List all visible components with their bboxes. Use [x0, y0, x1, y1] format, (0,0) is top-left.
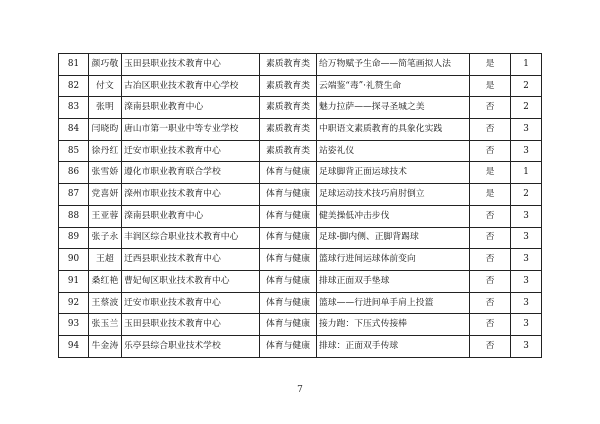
- lesson-title: 篮球行进间运球体前变向: [317, 249, 470, 271]
- school-name: 迁安市职业技术教育中心: [122, 140, 260, 162]
- table-row: [59, 335, 542, 357]
- category-cell: 体育与健康: [260, 205, 317, 227]
- grade-cell: 3: [511, 119, 542, 141]
- category-cell: 素质教育类: [260, 119, 317, 141]
- lesson-title: 接力跑：下压式传接棒: [317, 314, 470, 336]
- row-number: 89: [59, 227, 89, 249]
- school-name: 乐亭县综合职业技术学校: [122, 335, 260, 357]
- lesson-title: 足球脚背正面运球技术: [317, 162, 470, 184]
- flag-cell: 否: [470, 205, 511, 227]
- teacher-name: 张明: [89, 97, 122, 119]
- school-name: 玉田县职业技术教育中心: [122, 54, 260, 76]
- school-name: 丰润区综合职业技术教育中心: [122, 227, 260, 249]
- lesson-title: 排球正面双手垫球: [317, 270, 470, 292]
- grade-cell: 3: [511, 292, 542, 314]
- flag-cell: 是: [470, 75, 511, 97]
- category-cell: 素质教育类: [260, 54, 317, 76]
- grade-cell: 3: [511, 227, 542, 249]
- flag-cell: 否: [470, 314, 511, 336]
- table-row: [59, 270, 542, 292]
- row-number: 86: [59, 162, 89, 184]
- table-row: [59, 184, 542, 206]
- flag-cell: 否: [470, 119, 511, 141]
- category-cell: 体育与健康: [260, 184, 317, 206]
- table-row: [59, 119, 542, 141]
- table-row: [59, 162, 542, 184]
- row-number: 82: [59, 75, 89, 97]
- lesson-title: 云端鉴“毒”·礼赞生命: [317, 75, 470, 97]
- flag-cell: 否: [470, 97, 511, 119]
- table-row: [59, 205, 542, 227]
- lesson-title: 足球运动技术技巧肩肘倒立: [317, 184, 470, 206]
- lesson-title: 健美操低冲击步伐: [317, 205, 470, 227]
- category-cell: 体育与健康: [260, 162, 317, 184]
- teacher-name: 王亚蓉: [89, 205, 122, 227]
- lesson-title: 篮球——行进间单手肩上投篮: [317, 292, 470, 314]
- row-number: 85: [59, 140, 89, 162]
- row-number: 90: [59, 249, 89, 271]
- teacher-name: 张玉兰: [89, 314, 122, 336]
- school-name: 玉田县职业技术教育中心: [122, 314, 260, 336]
- grade-cell: 3: [511, 205, 542, 227]
- row-number: 91: [59, 270, 89, 292]
- grade-cell: 2: [511, 75, 542, 97]
- lesson-title: 给万物赋予生命——简笔画拟人法: [317, 54, 470, 76]
- lesson-title: 中职语文素质教育的具象化实践: [317, 119, 470, 141]
- school-name: 迁西县职业技术教育中心: [122, 249, 260, 271]
- category-cell: 体育与健康: [260, 314, 317, 336]
- teacher-name: 徐丹红: [89, 140, 122, 162]
- school-name: 滦州市职业技术教育中心: [122, 184, 260, 206]
- table-body: [59, 54, 542, 358]
- flag-cell: 是: [470, 184, 511, 206]
- teacher-name: 闫晓昀: [89, 119, 122, 141]
- table-row: [59, 292, 542, 314]
- grade-cell: 3: [511, 314, 542, 336]
- awards-table: [58, 53, 542, 358]
- grade-cell: 1: [511, 162, 542, 184]
- grade-cell: 3: [511, 270, 542, 292]
- flag-cell: 是: [470, 162, 511, 184]
- row-number: 84: [59, 119, 89, 141]
- category-cell: 素质教育类: [260, 140, 317, 162]
- row-number: 93: [59, 314, 89, 336]
- teacher-name: 桑红艳: [89, 270, 122, 292]
- flag-cell: 否: [470, 227, 511, 249]
- flag-cell: 否: [470, 249, 511, 271]
- teacher-name: 牛金涛: [89, 335, 122, 357]
- table-row: [59, 314, 542, 336]
- category-cell: 体育与健康: [260, 227, 317, 249]
- table-row: [59, 249, 542, 271]
- school-name: 遵化市职业教育联合学校: [122, 162, 260, 184]
- school-name: 古冶区职业技术教育中心学校: [122, 75, 260, 97]
- flag-cell: 否: [470, 335, 511, 357]
- lesson-title: 足球-脚内侧、正脚背踢球: [317, 227, 470, 249]
- category-cell: 素质教育类: [260, 75, 317, 97]
- school-name: 唐山市第一职业中等专业学校: [122, 119, 260, 141]
- grade-cell: 3: [511, 335, 542, 357]
- grade-cell: 1: [511, 54, 542, 76]
- table-row: [59, 227, 542, 249]
- row-number: 83: [59, 97, 89, 119]
- row-number: 87: [59, 184, 89, 206]
- table-row: [59, 75, 542, 97]
- category-cell: 体育与健康: [260, 292, 317, 314]
- flag-cell: 否: [470, 140, 511, 162]
- grade-cell: 3: [511, 140, 542, 162]
- school-name: 滦南县职业教育中心: [122, 97, 260, 119]
- lesson-title: 排球：正面双手传球: [317, 335, 470, 357]
- flag-cell: 否: [470, 292, 511, 314]
- row-number: 94: [59, 335, 89, 357]
- school-name: 滦南县职业教育中心: [122, 205, 260, 227]
- school-name: 迁安市职业技术教育中心: [122, 292, 260, 314]
- teacher-name: 付文: [89, 75, 122, 97]
- teacher-name: 王超: [89, 249, 122, 271]
- category-cell: 体育与健康: [260, 335, 317, 357]
- table-row: [59, 140, 542, 162]
- category-cell: 素质教育类: [260, 97, 317, 119]
- teacher-name: 张雪娇: [89, 162, 122, 184]
- row-number: 88: [59, 205, 89, 227]
- teacher-name: 颜巧敬: [89, 54, 122, 76]
- category-cell: 体育与健康: [260, 249, 317, 271]
- teacher-name: 党喜妍: [89, 184, 122, 206]
- lesson-title: 站姿礼仪: [317, 140, 470, 162]
- category-cell: 体育与健康: [260, 270, 317, 292]
- flag-cell: 否: [470, 270, 511, 292]
- row-number: 92: [59, 292, 89, 314]
- row-number: 81: [59, 54, 89, 76]
- teacher-name: 张子永: [89, 227, 122, 249]
- school-name: 曹妃甸区职业技术教育中心: [122, 270, 260, 292]
- teacher-name: 王蔡波: [89, 292, 122, 314]
- grade-cell: 2: [511, 97, 542, 119]
- lesson-title: 魅力拉萨——探寻圣城之美: [317, 97, 470, 119]
- flag-cell: 是: [470, 54, 511, 76]
- grade-cell: 2: [511, 184, 542, 206]
- grade-cell: 3: [511, 249, 542, 271]
- table-row: [59, 97, 542, 119]
- page-number: 7: [297, 385, 303, 395]
- table-row: [59, 54, 542, 76]
